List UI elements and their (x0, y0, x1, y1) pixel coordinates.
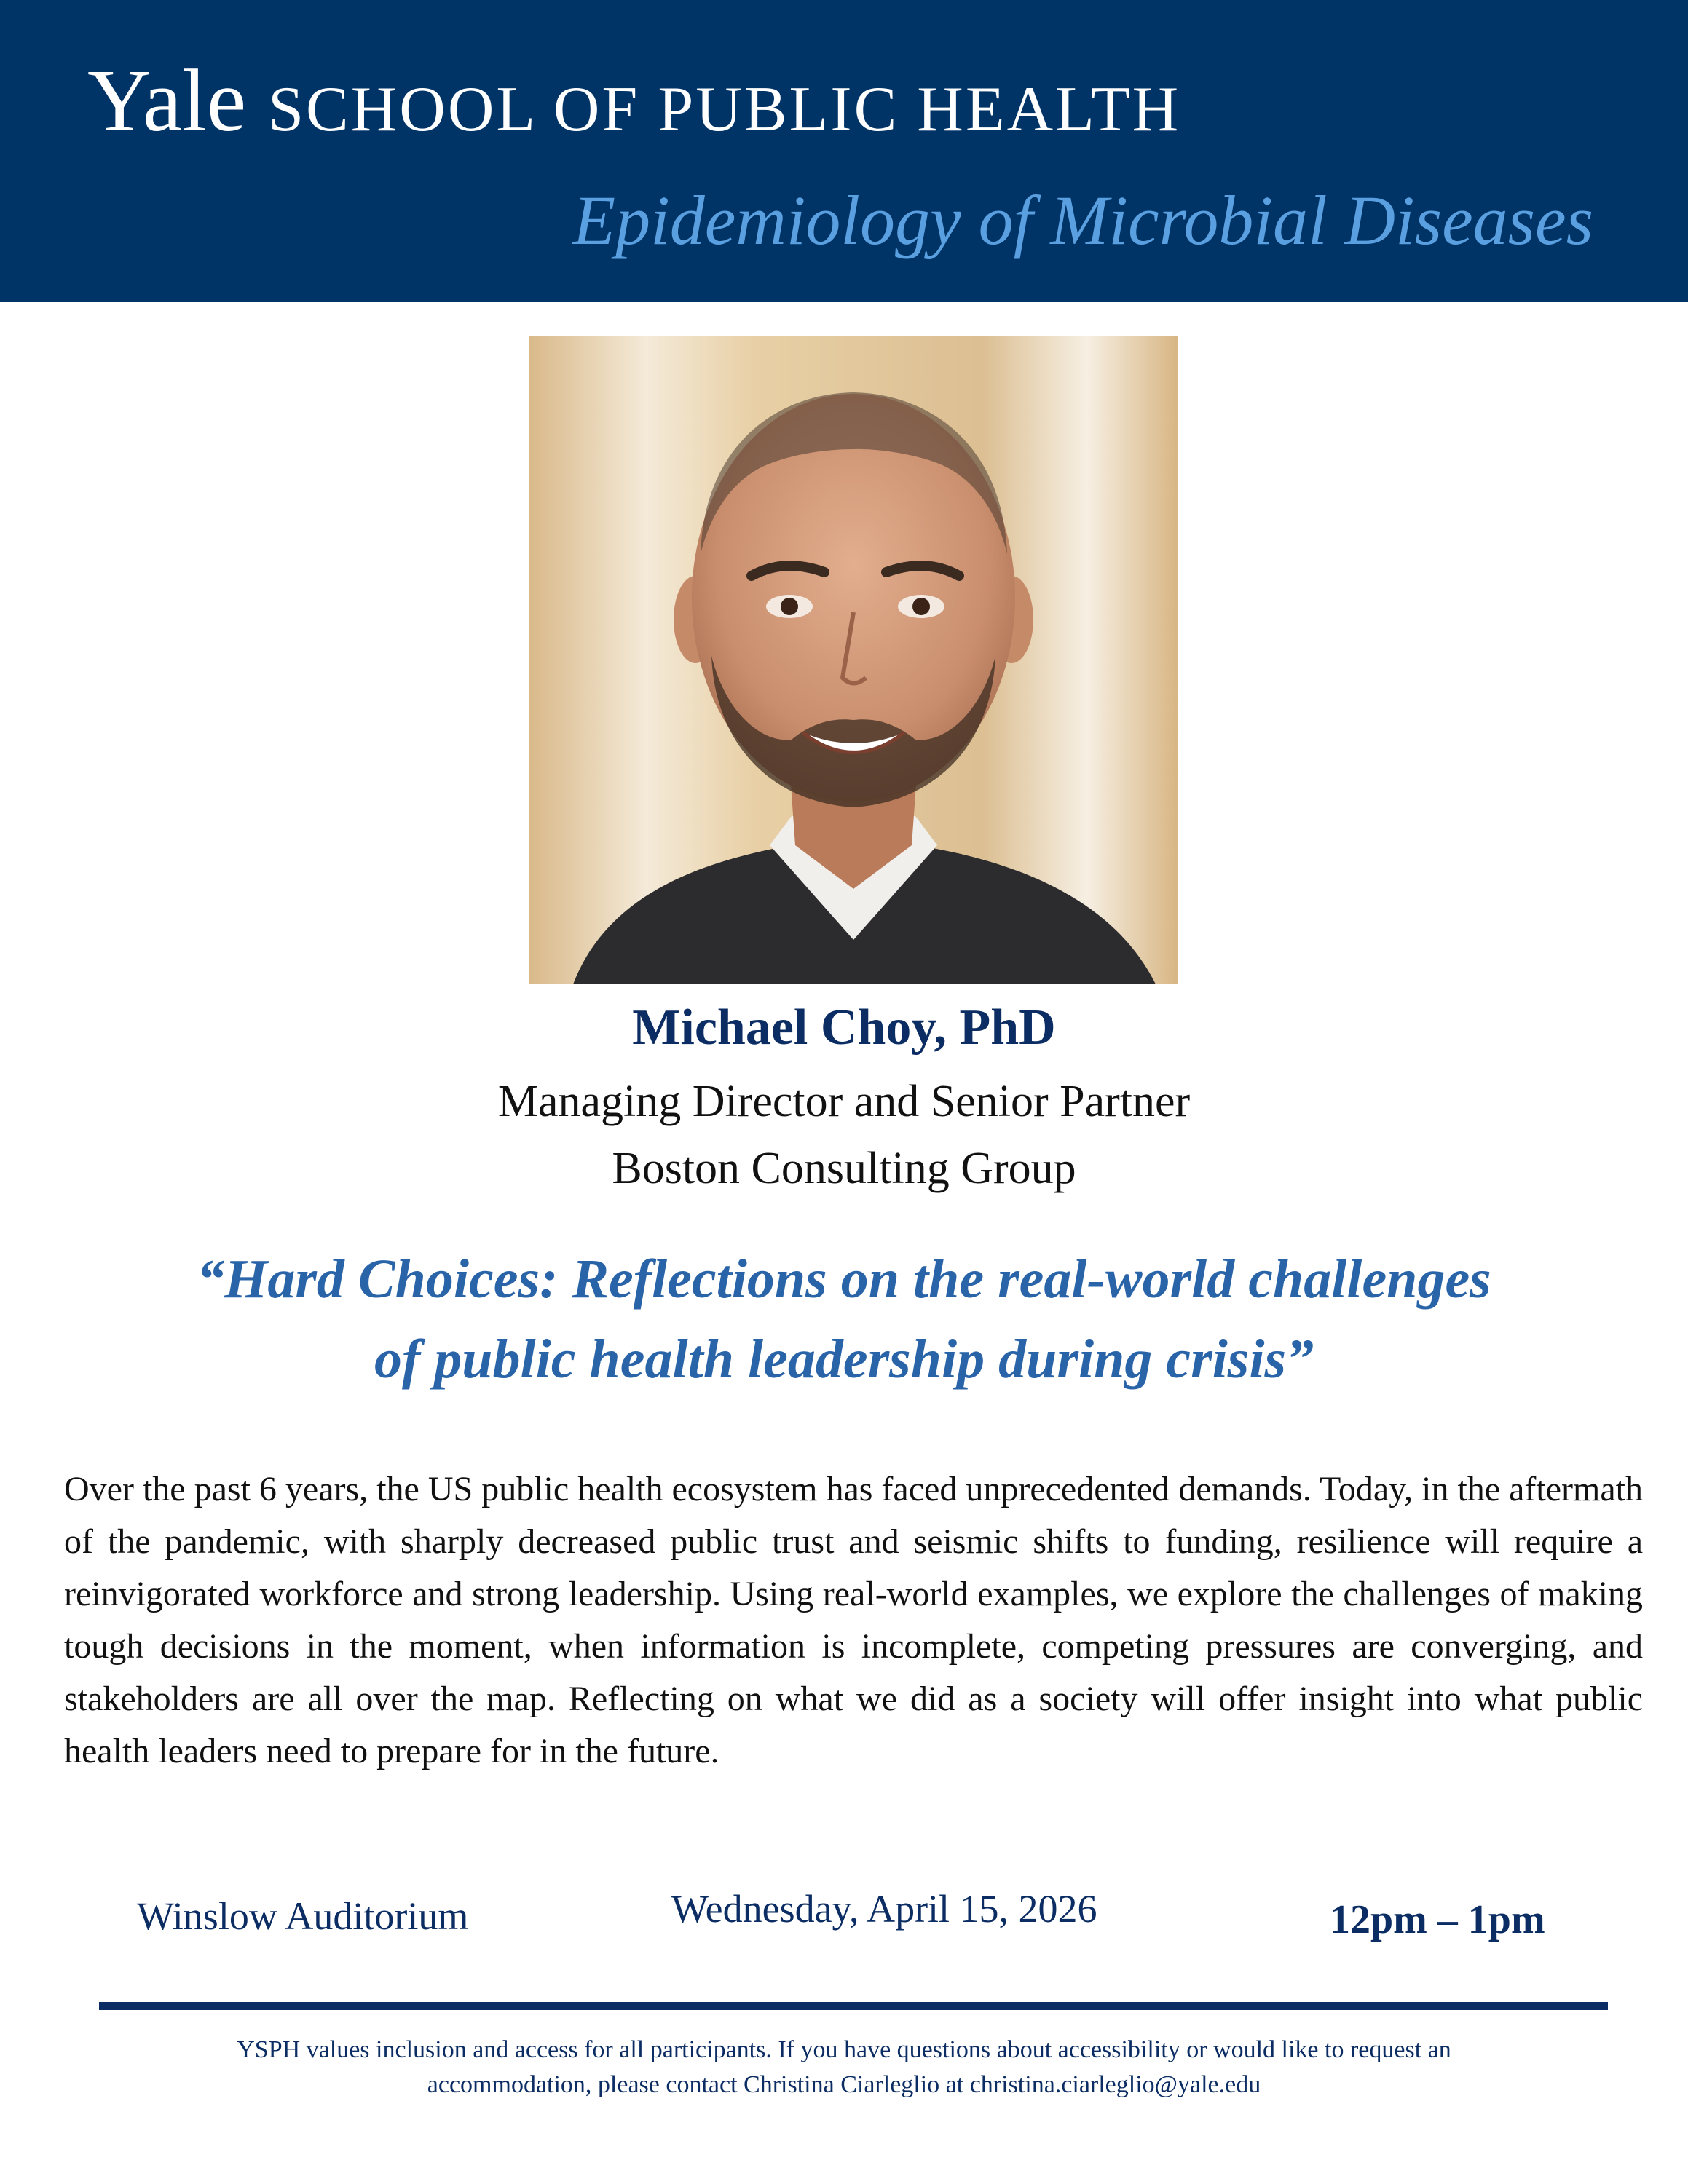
accessibility-note (87, 2033, 1601, 2102)
speaker-portrait-illustration (529, 336, 1178, 984)
event-time: 12pm – 1pm (1330, 1897, 1545, 1942)
yale-wordmark: Yale (87, 52, 247, 150)
accessibility-note-line-2: accommodation, please contact Christina Ciarleglio at christina.ciarleglio@yale.edu (427, 2071, 1261, 2098)
talk-title (44, 1239, 1644, 1399)
talk-abstract: Over the past 6 years, the US public health ecosystem has faced unprecedented demands. Today, in the aftermath of the pandemic, with sharply decreased public trust and seismic shifts to funding, resilience will require a reinvigorated workforce and strong leadership. Using real-world examples, we explore the challenges of making tough decisions in the moment, when information is incomplete, competing pressures are converging, and stakeholders are all over the map. Reflecting on what we did as a society will offer insight into what public health leaders need to prepare for in the future. (64, 1470, 1643, 1770)
event-date: Wednesday, April 15, 2026 (671, 1887, 1097, 1931)
speaker-photo (529, 336, 1178, 984)
speaker-name: Michael Choy, PhD (632, 1000, 1056, 1056)
event-location: Winslow Auditorium (137, 1894, 469, 1938)
talk-title-line-1: “Hard Choices: Reflections on the real-world challenges (197, 1249, 1491, 1310)
header-banner (0, 0, 1688, 302)
accessibility-note-line-1: YSPH values inclusion and access for all participants. If you have questions about accessibility or would like to request an (237, 2036, 1451, 2063)
speaker-role: Managing Director and Senior Partner (497, 1077, 1191, 1126)
talk-title-line-2: of public health leadership during crisis” (374, 1329, 1314, 1390)
school-wordmark (87, 52, 1617, 150)
speaker-organization: Boston Consulting Group (612, 1144, 1076, 1193)
department-name: Epidemiology of Microbial Diseases (572, 181, 1593, 259)
school-name: SCHOOL OF PUBLIC HEALTH (268, 74, 1181, 145)
footer-divider (99, 2002, 1608, 2010)
